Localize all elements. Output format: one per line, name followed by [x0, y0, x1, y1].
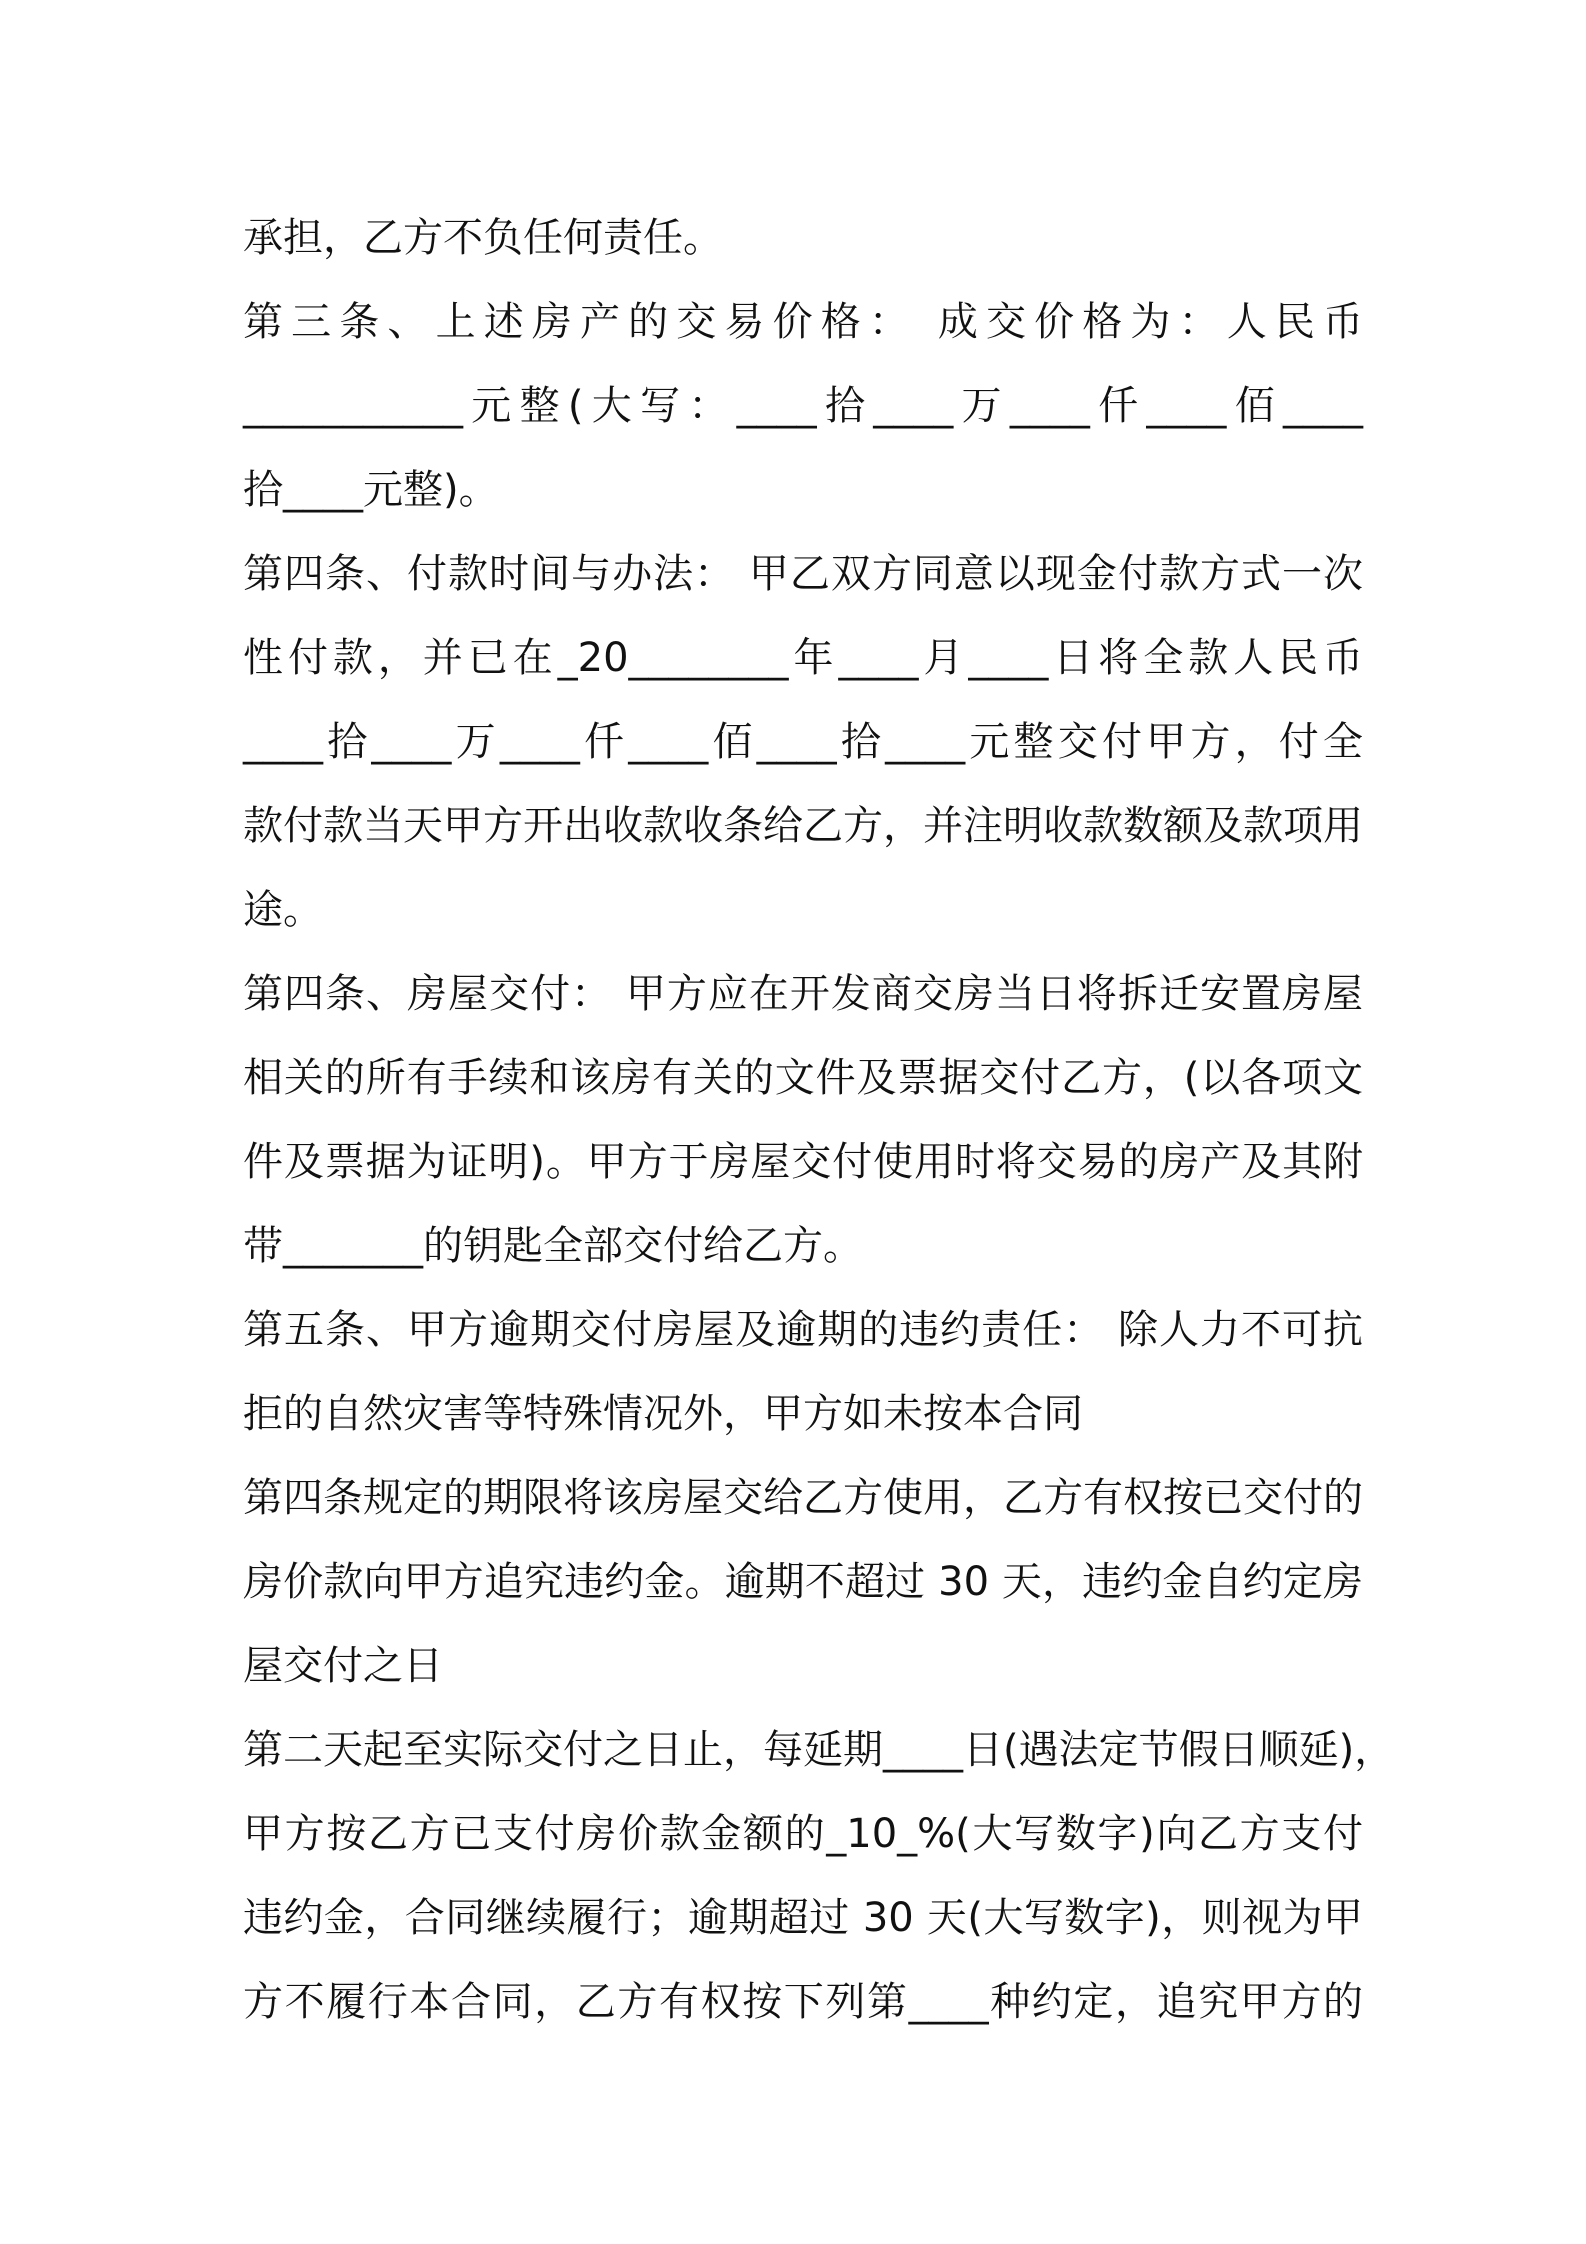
text-line: 甲方按乙方已支付房价款金额的_10_%(大写数字)向乙方支付: [243, 1811, 1363, 1857]
text-line: 方不履行本合同，乙方有权按下列第____种约定，追究甲方的: [243, 1979, 1363, 2025]
text-line: 性付款，并已在_20________年____月____日将全款人民币: [243, 635, 1363, 681]
text-line: 第四条、付款时间与办法： 甲乙双方同意以现金付款方式一次: [243, 551, 1363, 597]
text-line: 第二天起至实际交付之日止，每延期____日(遇法定节假日顺延)，: [243, 1727, 1395, 1773]
text-line: 途。: [243, 887, 323, 933]
text-line: 拒的自然灾害等特殊情况外，甲方如未按本合同: [243, 1391, 1083, 1437]
text-line: 第四条、房屋交付： 甲方应在开发商交房当日将拆迁安置房屋: [243, 971, 1363, 1017]
text-line: ____拾____万____仟____佰____拾____元整交付甲方，付全: [243, 719, 1363, 765]
text-line: 违约金，合同继续履行；逾期超过 30 天(大写数字)，则视为甲: [243, 1895, 1363, 1941]
contract-body: [243, 196, 1395, 2044]
text-line: 拾____元整)。: [243, 467, 499, 513]
text-line: 第四条规定的期限将该房屋交给乙方使用，乙方有权按已交付的: [243, 1475, 1363, 1521]
text-line: 第三条、上述房产的交易价格： 成交价格为：人民币: [243, 299, 1363, 345]
text-line: 件及票据为证明)。甲方于房屋交付使用时将交易的房产及其附: [243, 1139, 1363, 1185]
text-line: 屋交付之日: [243, 1643, 443, 1689]
text-line: 承担，乙方不负任何责任。: [243, 215, 723, 261]
text-line: ___________元整(大写：____拾____万____仟____佰____: [243, 383, 1363, 429]
text-line: 房价款向甲方追究违约金。逾期不超过 30 天，违约金自约定房: [243, 1559, 1363, 1605]
text-line: 款付款当天甲方开出收款收条给乙方，并注明收款数额及款项用: [243, 803, 1363, 849]
text-line: 带_______的钥匙全部交付给乙方。: [243, 1223, 863, 1269]
text-line: 第五条、甲方逾期交付房屋及逾期的违约责任： 除人力不可抗: [243, 1307, 1363, 1353]
text-line: 相关的所有手续和该房有关的文件及票据交付乙方，(以各项文: [243, 1055, 1363, 1101]
